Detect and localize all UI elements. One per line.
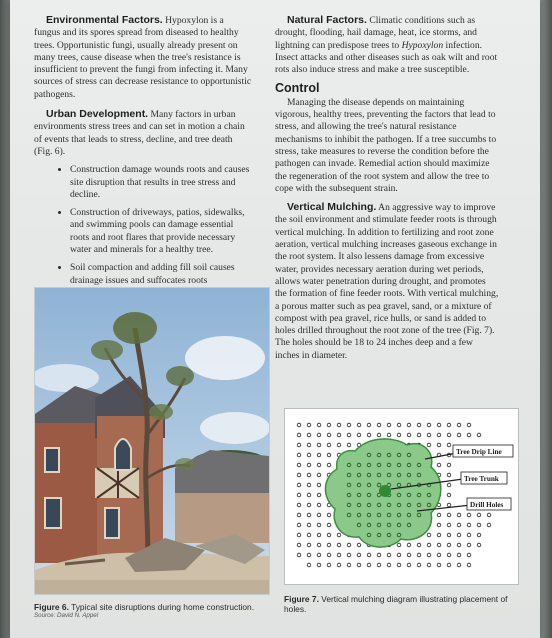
drill-holes-label: Drill Holes — [470, 501, 504, 509]
drill-hole — [387, 433, 391, 437]
trunk-label: Tree Trunk — [464, 475, 499, 483]
drill-hole — [397, 423, 401, 427]
vertical-mulching-text: An aggressive way to improve the soil environment and stimulate feeder roots is through vertical mulching. In addition to fertilizing and root zone aeration, vertical mulching increases gaseous exchange in the root system. It also lessens damage from excessive water, provides necessary aeration during wet periods, allows water penetration during drought, and promotes the formation of fine feeder roots. With vertical mulching, a porous matter such as pea gravel, sand, or a mixture of compost with pea gravel, rice hulls, or sand is added to holes drilled throughout the root zone of the tree (Fig. 7). The holes should be 18 to 24 inches deep and a few inches in diameter. — [275, 202, 499, 361]
drip-line-label: Tree Drip Line — [456, 448, 502, 456]
drill-hole — [297, 483, 301, 487]
environmental-factors-text: Hypoxylon is a fungus and its spores spread from diseased to healthy trees. Opportunistic fungi, usually already present on many trees, cause disease when the tree's resistance is insufficient to prevent the fungi from infecting it. Many sources of stress can decrease resistance to opportunistic pathogens. — [34, 15, 252, 100]
figure-6-caption — [34, 602, 270, 619]
drill-hole — [307, 493, 311, 497]
drill-hole — [457, 533, 461, 537]
drill-hole — [397, 543, 401, 547]
vertical-mulching-paragraph — [275, 201, 499, 362]
drill-hole — [447, 523, 451, 527]
drill-hole — [337, 563, 341, 567]
drill-hole — [447, 433, 451, 437]
drill-hole — [417, 553, 421, 557]
drill-hole — [297, 553, 301, 557]
drill-hole — [467, 543, 471, 547]
drill-hole — [307, 553, 311, 557]
drill-hole — [317, 443, 321, 447]
drill-hole — [327, 453, 331, 457]
drill-hole — [297, 503, 301, 507]
drill-hole — [487, 523, 491, 527]
natural-factors-pathogen: Hypoxylon — [401, 39, 444, 51]
drill-hole — [327, 553, 331, 557]
drill-hole — [447, 553, 451, 557]
drill-hole — [297, 543, 301, 547]
drill-hole — [467, 423, 471, 427]
drill-hole — [317, 453, 321, 457]
drill-hole — [377, 433, 381, 437]
drill-hole — [367, 553, 371, 557]
drill-hole — [357, 433, 361, 437]
drill-hole — [297, 473, 301, 477]
drill-hole — [317, 473, 321, 477]
drill-hole — [307, 463, 311, 467]
urban-development-heading: Urban Development. — [46, 108, 149, 121]
drill-hole — [317, 553, 321, 557]
natural-factors-text-a: Climatic conditions such as drought, flooding, hail damage, heat, ice storms, and lightning can predispose trees to — [275, 15, 477, 51]
figure-6-credit: Source: David N. Appel — [34, 612, 99, 619]
drill-hole — [337, 543, 341, 547]
drill-hole — [317, 423, 321, 427]
drill-hole — [307, 503, 311, 507]
environmental-factors-heading: Environmental Factors. — [46, 14, 163, 26]
right-text-column — [275, 14, 499, 362]
drill-hole — [307, 423, 311, 427]
drill-hole — [387, 423, 391, 427]
figure-7-text: Vertical mulching diagram illustrating placement of holes. — [284, 594, 508, 614]
drill-hole — [347, 433, 351, 437]
drill-hole — [447, 483, 451, 487]
drill-hole — [307, 433, 311, 437]
drill-hole — [337, 553, 341, 557]
drill-hole — [347, 423, 351, 427]
figure-6-text: Typical site disruptions during home construction. — [71, 602, 255, 612]
natural-factors-text-b: infection. Insect attacks and other diseases such as oak wilt and root rots also induce stress and make a tree susceptible. — [275, 39, 498, 76]
drill-hole — [327, 563, 331, 567]
drill-hole — [297, 493, 301, 497]
drill-hole — [307, 563, 311, 567]
drill-hole — [437, 463, 441, 467]
construction-scene-illustration — [35, 288, 269, 594]
drill-hole — [447, 513, 451, 517]
drill-hole — [377, 553, 381, 557]
drill-hole — [347, 443, 351, 447]
drill-hole — [457, 423, 461, 427]
drill-hole — [417, 543, 421, 547]
drill-hole — [477, 523, 481, 527]
left-text-column — [34, 14, 252, 293]
drill-hole — [457, 553, 461, 557]
drill-hole — [297, 423, 301, 427]
drill-hole — [377, 563, 381, 567]
control-heading: Control — [275, 81, 320, 96]
drill-hole — [427, 563, 431, 567]
drill-hole — [407, 553, 411, 557]
tree-trunk — [379, 485, 391, 497]
figure-7-label: Figure 7. — [284, 594, 319, 604]
vertical-mulching-diagram — [284, 408, 519, 585]
drill-hole — [397, 553, 401, 557]
drill-hole — [397, 433, 401, 437]
drill-hole — [397, 563, 401, 567]
drill-hole — [477, 533, 481, 537]
drill-hole — [437, 423, 441, 427]
drill-hole — [297, 533, 301, 537]
drill-hole — [437, 563, 441, 567]
drill-hole — [437, 443, 441, 447]
drill-hole — [307, 543, 311, 547]
drill-hole — [477, 513, 481, 517]
drill-hole — [347, 563, 351, 567]
drill-hole — [317, 563, 321, 567]
drill-hole — [447, 543, 451, 547]
drill-hole — [357, 553, 361, 557]
drill-hole — [427, 543, 431, 547]
drill-hole — [317, 543, 321, 547]
drill-hole — [307, 513, 311, 517]
urban-development-paragraph — [34, 108, 252, 158]
drill-hole — [417, 563, 421, 567]
sign-frame-right — [540, 0, 552, 638]
drill-hole — [337, 423, 341, 427]
drill-hole — [417, 433, 421, 437]
drill-hole — [457, 563, 461, 567]
drill-hole — [317, 533, 321, 537]
drill-hole — [417, 423, 421, 427]
drill-hole — [457, 433, 461, 437]
list-item: • Construction of driveways, patios, sidewalks, and swimming pools can damage essential roots and root flares that provide necessary water and minerals for a healthy tree. — [70, 207, 252, 256]
drill-hole — [347, 553, 351, 557]
drill-hole — [477, 433, 481, 437]
drill-hole — [297, 433, 301, 437]
environmental-factors-paragraph — [34, 14, 252, 101]
drill-hole — [437, 553, 441, 557]
drill-hole — [487, 513, 491, 517]
drill-hole — [297, 523, 301, 527]
drill-hole — [437, 433, 441, 437]
drill-hole — [407, 433, 411, 437]
drill-hole — [447, 493, 451, 497]
drill-hole — [367, 563, 371, 567]
drill-hole — [357, 543, 361, 547]
drill-hole — [427, 553, 431, 557]
drill-hole — [327, 513, 331, 517]
drill-hole — [447, 463, 451, 467]
mulching-hole-grid — [285, 409, 518, 584]
drill-hole — [447, 473, 451, 477]
drill-hole — [317, 463, 321, 467]
drill-hole — [367, 423, 371, 427]
drill-hole — [337, 443, 341, 447]
drill-hole — [467, 533, 471, 537]
vertical-mulching-heading: Vertical Mulching. — [287, 201, 377, 214]
drill-hole — [407, 423, 411, 427]
drill-hole — [407, 563, 411, 567]
figure-7-caption — [284, 594, 520, 614]
drill-hole — [457, 543, 461, 547]
drill-hole — [437, 533, 441, 537]
drill-hole — [457, 523, 461, 527]
drill-hole — [427, 533, 431, 537]
drill-hole — [327, 533, 331, 537]
drill-hole — [327, 443, 331, 447]
natural-factors-paragraph — [275, 14, 499, 76]
drill-hole — [377, 423, 381, 427]
drill-hole — [427, 423, 431, 427]
drill-hole — [307, 483, 311, 487]
drill-hole — [297, 513, 301, 517]
drill-hole — [297, 443, 301, 447]
drill-hole — [447, 533, 451, 537]
drill-hole — [367, 433, 371, 437]
drill-hole — [477, 543, 481, 547]
natural-factors-heading: Natural Factors. — [287, 14, 367, 26]
list-item: • Soil compaction and adding fill soil causes drainage issues and suffocates roots — [70, 262, 252, 287]
construction-site-photo — [34, 287, 270, 595]
drill-hole — [387, 563, 391, 567]
drill-hole — [307, 533, 311, 537]
drill-hole — [447, 563, 451, 567]
drill-hole — [467, 433, 471, 437]
drill-hole — [457, 513, 461, 517]
drill-hole — [327, 463, 331, 467]
drill-hole — [297, 463, 301, 467]
drill-hole — [467, 513, 471, 517]
drill-hole — [427, 433, 431, 437]
drill-hole — [437, 543, 441, 547]
drill-hole — [327, 433, 331, 437]
drill-hole — [307, 443, 311, 447]
drill-hole — [327, 523, 331, 527]
figure-6-label: Figure 6. — [34, 602, 69, 612]
urban-development-text: Many factors in urban environments stress trees and can set in motion a chain of events that leads to stress, decline, and tree death (Fig. 6). — [34, 109, 245, 157]
drill-hole — [327, 543, 331, 547]
drill-hole — [337, 533, 341, 537]
control-text: Managing the disease depends on maintaining vigorous, healthy trees, preventing the factors that lead to stress, and allowing the tree's natural resistance mechanisms to inhibit the pathogen. If a tree succumbs to stress, take measures to reverse the condition before the pathogen can invade. Remedial action should maximize the regeneration of the root system and allow the tree to cope with the subsequent strain. — [275, 96, 497, 194]
drill-hole — [437, 523, 441, 527]
drill-hole — [437, 513, 441, 517]
drill-hole — [407, 543, 411, 547]
drill-hole — [307, 473, 311, 477]
list-item: • Construction damage wounds roots and causes site disruption that results in tree stress and decline. — [70, 164, 252, 201]
drill-hole — [317, 493, 321, 497]
drill-hole — [467, 523, 471, 527]
urban-factors-list — [34, 164, 252, 287]
drill-hole — [317, 483, 321, 487]
sign-frame-left — [0, 0, 10, 638]
drill-hole — [447, 423, 451, 427]
drill-hole — [347, 543, 351, 547]
drill-hole — [467, 563, 471, 567]
drill-hole — [317, 513, 321, 517]
drill-hole — [447, 503, 451, 507]
drill-hole — [337, 433, 341, 437]
drill-hole — [467, 553, 471, 557]
drill-hole — [307, 453, 311, 457]
drill-hole — [447, 443, 451, 447]
drill-hole — [357, 423, 361, 427]
drill-hole — [427, 443, 431, 447]
drill-hole — [307, 523, 311, 527]
drill-hole — [357, 563, 361, 567]
drill-hole — [317, 433, 321, 437]
drill-hole — [317, 503, 321, 507]
drill-hole — [297, 453, 301, 457]
drill-hole — [387, 553, 391, 557]
drill-hole — [317, 523, 321, 527]
drill-hole — [327, 423, 331, 427]
